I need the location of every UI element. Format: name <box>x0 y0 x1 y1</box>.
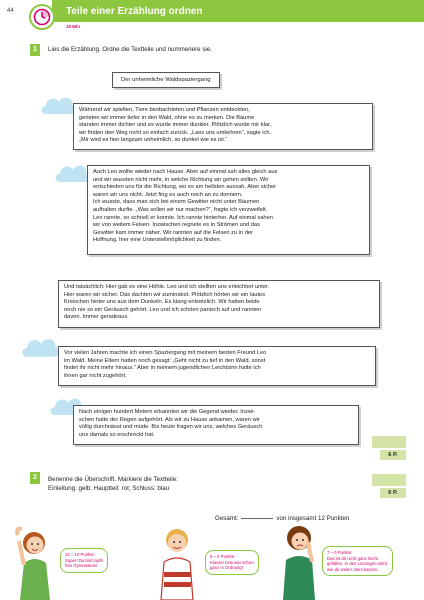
score-field-task2[interactable] <box>372 474 406 486</box>
paragraph-line: wir finden den Weg nicht so einfach zurück. „Lass uns umkehren“, sagte ich. <box>79 129 272 136</box>
paragraph-line: gerieten wir immer tiefer in den Wald, ohne es zu merken. Die Bäume <box>79 114 255 121</box>
paragraph-line: Hier waren wir sicher. Das dachten wir zumindest. Plötzlich hörten wir ein lautes <box>64 291 266 298</box>
paragraph-line: aufhalten durfte. „Was sollen wir nur machen?“, fragte ich verzweifelt. <box>93 206 268 213</box>
paragraph-line: noch nie so ein Geräusch gehört. Leo und ich schrien panisch auf und rannten <box>64 306 262 313</box>
paragraph-line: uns damals so erschreckt hat. <box>79 431 155 438</box>
paragraph-line: schen hatte der Regen aufgehört. Als wir zu Hause ankamen, waren wir <box>79 416 260 423</box>
paragraph-box <box>73 103 373 150</box>
boy-character-illustration <box>155 522 200 600</box>
paragraph-line: „Mir wird es hier langsam unheimlich, so dunkel wie es ist.“ <box>79 137 228 144</box>
paragraph-line: Und tatsächlich: Hier gab es eine Höhle. Leo und ich stellten uns erleichtert unter. <box>64 284 270 290</box>
story-title-box <box>112 72 220 88</box>
paragraph-box <box>58 280 380 328</box>
paragraph-line: Vor vielen Jahren machte ich einen Spaziergang mit meinem besten Freund Leo <box>64 350 267 356</box>
task-number-1: 1 <box>30 44 40 56</box>
story-title: Der unheimliche Waldspaziergang <box>121 77 211 83</box>
paragraph-box <box>58 346 376 386</box>
total-prefix: Gesamt: <box>215 515 239 522</box>
task-number-2: 2 <box>30 472 40 484</box>
feedback-bubble-high: 12 – 10 Punkte: Super! Du bist topfit fürs Gymnasium! <box>60 548 108 573</box>
paragraph-line: Kreischen hinter uns aus dem Dunkeln. Es klang entsetzlich. Wir hatten beide <box>64 299 260 306</box>
task-2-instruction-line2: Einleitung: gelb; Hauptteil: rot; Schluss: blau <box>48 485 170 492</box>
task-2-instruction-line1: Benenne die Überschrift. Markiere die Textteile: <box>48 476 178 483</box>
paragraph-line: Leo rannte, so schnell er konnte. Ich rannte hinterher. Auf einmal sahen <box>93 214 273 221</box>
paragraph-line: waren wir uns nicht. Jetzt fing es auch noch an zu donnern. <box>93 191 243 198</box>
timer-badge <box>29 4 55 30</box>
paragraph-line: und wir wussten nicht mehr, in welche Richtung wir gehen sollten. Wir <box>93 176 269 183</box>
page-title: Teile einer Erzählung ordnen <box>66 6 203 17</box>
total-suffix: von insgesamt 12 Punkten <box>276 515 350 522</box>
timer-label: 15 Min <box>66 24 81 29</box>
task-1-instruction: Lies die Erzählung. Ordne die Textteile und nummeriere sie. <box>48 46 212 53</box>
paragraph-line: im Wald. Meine Eltern hatten noch gesagt: „Geht nicht zu tief in den Wald, sonst <box>64 357 266 364</box>
paragraph-line: Auch Leo wollte wieder nach Hause. Aber auf einmal sah alles gleich aus <box>93 169 278 175</box>
feedback-bubble-mid: 9 – 8 Punkte: Klasse! Das war schon ganz in Ordnung! <box>205 550 259 575</box>
paragraph-line: entschieden uns für die Richtung, wo es am hellsten aussah. Aber sicher <box>93 184 277 191</box>
score-field-task1[interactable] <box>372 436 406 448</box>
paragraph-line: wir von weitem Felsen. Inzwischen regnete es in Strömen und das <box>93 222 260 229</box>
thinking-girl-illustration <box>275 520 323 600</box>
paragraph-box <box>73 405 359 445</box>
paragraph-box <box>87 165 370 255</box>
clock-icon <box>33 8 51 26</box>
paragraph-line: völlig durchnässt und müde. Bis heute fragen wir uns, welches Geräusch <box>79 424 263 431</box>
points-label-task1: 6 P. <box>380 450 406 460</box>
points-label-task2: 6 P. <box>380 488 406 498</box>
paragraph-line: findet ihr nicht mehr hinaus.“ Aber in meinem jugendlichen Leichtsinn hatte ich <box>64 365 261 372</box>
paragraph-line: standen immer dichter und es wurde immer dunkler. Plötzlich wurde mir klar, <box>79 122 272 129</box>
paragraph-line: Nach einigen hundert Metern erkannten wir die Gegend wieder. Inzwi- <box>79 409 256 415</box>
paragraph-line: davon. Immer geradeaus. <box>64 314 129 321</box>
feedback-bubble-low: 7 – 0 Punkte: Das ist dir nicht ganz leicht gefallen. In den Lösungen steht, wie du weiter üben kannst. <box>322 546 393 576</box>
paragraph-line: Hoffnung, hier eine Unterstellmöglichkeit zu finden. <box>93 237 222 244</box>
paragraph-line: Gewitter kam immer näher. Wir rannten auf die Felsen zu in der <box>93 229 253 236</box>
girl-character-illustration <box>10 525 60 600</box>
paragraph-line: Während wir spielten, Tiere beobachteten und Pflanzen entdeckten, <box>79 107 250 113</box>
paragraph-line: Ich wusste, dass man sich bei einem Gewitter nicht unter Bäumen <box>93 199 260 206</box>
paragraph-line: ihnen gar nicht zugehört. <box>64 372 127 379</box>
total-score-line[interactable] <box>241 518 273 519</box>
page-number: 44 <box>7 8 14 14</box>
